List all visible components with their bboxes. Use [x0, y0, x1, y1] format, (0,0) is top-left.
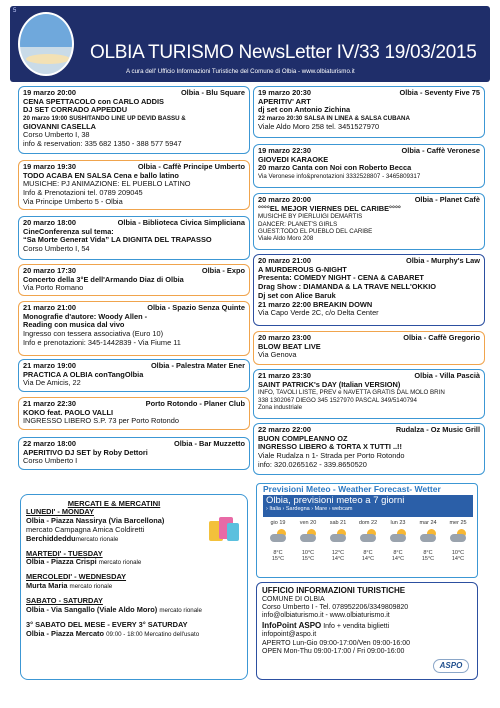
- weather-widget-bar[interactable]: Olbia, previsioni meteo a 7 giorni › Italia › Sardegna › Mare › webcam: [263, 495, 473, 517]
- weather-forecast: [256, 483, 478, 578]
- event-villa-pascia: 21 marzo 23:30 Olbia - Villa Pascià SAINT PATRICK's DAY (Italian VERSION) INFO, TAVOLI LISTE, PREV e NAVETTA GRATIS DAL MOLO BRIN 338 1302067 DIEGO 345 1527970 PASCAL 349/5140794 Zona industriale: [253, 369, 485, 419]
- partly-cloudy-icon: [298, 528, 318, 548]
- event-seventy-five: 19 marzo 20:30 Olbia - Seventy Five 75 APERITIV' ART dj set con Antonio Zichina 22 marzo 20:30 SALSA IN LINEA & SALSA CUBANA Viale Aldo Moro 258 tel. 3451527970: [253, 86, 485, 138]
- event-blu-square: 19 marzo 20:00 Olbia - Blu Square CENA SPETTACOLO con CARLO ADDIS DJ SET CORRADO APPEDDU 20 marzo 19:00 SUSHITANDO LINE UP DEVID BASSU & GIOVANNI CASELLA Corso Umberto I, 38 info & reservation: 335 682 1350 - 388 577 5947: [18, 86, 250, 154]
- page-number: 5: [13, 8, 17, 14]
- weather-day: mar 24 8°C 15°C: [419, 520, 437, 562]
- partly-cloudy-icon: [418, 528, 438, 548]
- newsletter-title: OLBIA TURISMO NewsLetter IV/33 19/03/2015: [90, 42, 477, 63]
- event-caffe-principe: 19 marzo 19:30 Olbia - Caffè Principe Umberto TODO ACABA EN SALSA Cena e ballo latino MUSICHE: PJ ANIMAZIONE: EL PUEBLO LATINO Info & Prenotazioni tel. 0789 209045 Via Principe Umberto 5 - Olbia: [18, 160, 250, 210]
- weather-day: gio 19 8°C 15°C: [263, 520, 293, 562]
- event-bar-muzzetto: 22 marzo 18:00 Olbia - Bar Muzzetto APERITIVO DJ SET by Roby Dettori Corso Umberto I: [18, 437, 250, 470]
- weather-day: ven 20 10°C 15°C: [299, 520, 317, 562]
- olbia-logo: [18, 12, 74, 76]
- event-planer-club: 21 marzo 22:30 Porto Rotondo - Planer Club KOKO feat. PAOLO VALLI INGRESSO LIBERO S.P. 73 per Porto Rotondo: [18, 397, 250, 430]
- event-palestra: 21 marzo 19:00 Olbia - Palestra Mater Ener PRACTICA A OLBIA conTangOlbia Via De Amicis, 22: [18, 359, 250, 392]
- event-oz-music-grill: 22 marzo 22:00 Rudalza - Oz Music Grill BUON COMPLEANNO OZ INGRESSO LIBERO & TORTA X TUTTI ..!! Viale Rudalza n 1- Strada per Porto Rotondo info: 320.0265162 - 339.8650520: [253, 423, 485, 475]
- markets-title: MERCATI E & MERCATINI: [67, 499, 161, 508]
- event-expo: 20 marzo 17:30 Olbia - Expo Concerto della 3°E dell'Armando Diaz di Olbia Via Porto Romano: [18, 264, 250, 296]
- event-spazio-senza-quinte: 21 marzo 21:00 Olbia - Spazio Senza Quinte Monografie d'autore: Woody Allen - Reading con musica dal vivo Ingresso con tessera associativa (Euro 10) Info e prenotazioni: 345-1442839 - Via Fiume 11: [18, 301, 250, 356]
- infopoint-email-link[interactable]: infopoint@aspo.it: [262, 631, 317, 639]
- event-planet-cafe: 20 marzo 20:00 Olbia - Planet Cafè °°°°EL MEJOR VIERNES DEL CARIBE°°°° MUSICHE BY PIERLUIGI DEMARTIS DANCER: PLANET'S GIRLS GUEST:TODO EL PUEBLO DEL CARIBE Viale Aldo Moro 208: [253, 193, 485, 250]
- weather-day: dom 22 8°C 14°C: [358, 520, 378, 562]
- partly-cloudy-icon: [328, 528, 348, 548]
- partly-cloudy-icon: [448, 528, 468, 548]
- newsletter-subtitle: A cura dell' Ufficio Informazioni Turistiche del Comune di Olbia - www.olbiaturismo.it: [126, 68, 355, 75]
- newsletter-header: [10, 6, 490, 82]
- weather-day: lun 23 8°C 14°C: [383, 520, 413, 562]
- shopping-bags-icon: [207, 511, 241, 545]
- partly-cloudy-icon: [358, 528, 378, 548]
- event-murphys-law: 20 marzo 21:00 Olbia - Murphy's Law A MURDEROUS G-NIGHT Presenta: COMEDY NIGHT - CENA & CABARET Drag Show : DIAMANDA & LA TRAVE NELL'OKKIO Dj set con Alice Baruk 21 marzo 22:00 BREAKIN DOWN Via Capo Verde 2C, c/o Delta Center: [253, 254, 485, 326]
- tourist-info-box: UFFICIO INFORMAZIONI TURISTICHE COMUNE DI OLBIA Corso Umberto I - Tel. 078952206/3349809820 info@olbiaturismo.it - www.olbiaturismo.it InfoPoint ASPO Info + vendita biglietti infopoint@aspo.it APERTO Lun-Gio 09:00-17:00/Ven 09:00-16:00 OPEN Mon-Thu 09:00-17:00 / Fri 09:00-16:00 ASPO: [256, 582, 478, 680]
- event-caffe-veronese: 19 marzo 22:30 Olbia - Caffè Veronese GIOVEDI KARAOKE 20 marzo Canta con Noi con Roberto Becca Via Veronese info&prenotazioni 3332528807 - 3465809317: [253, 144, 485, 188]
- weather-day: mer 25 10°C 14°C: [449, 520, 467, 562]
- weather-title: Previsioni Meteo - Weather Forecast- Wetter: [263, 484, 441, 494]
- aspo-logo: ASPO: [433, 659, 469, 673]
- partly-cloudy-icon: [268, 528, 288, 548]
- markets-box: MERCATI E & MERCATINI LUNEDI' - MONDAY Olbia - Piazza Nassirya (Via Barcellona) mercato Campagna Amica Coldiretti Berchiddeddumercato rionale MARTEDI' - TUESDAY Olbia - Piazza Crispi mercato rionale MERCOLEDI' - WEDNESDAY Murta Maria mercato rionale SABATO - SATURDAY Olbia - Via Sangallo (Viale Aldo Moro) mercato rionale 3° SABATO DEL MESE - EVERY 3° SATURDAY Olbia - Piazza Mercato 09:00 - 18:00 Mercatino dell'usato: [20, 494, 248, 680]
- weather-day: sab 21 12°C 14°C: [329, 520, 347, 562]
- weather-days: [263, 520, 473, 562]
- info-email-link[interactable]: info@olbiaturismo.it - www.olbiaturismo.it: [262, 612, 390, 620]
- event-biblioteca: 20 marzo 18:00 Olbia - Biblioteca Civica Simpliciana CineConferenza sul tema: “Sa Morte Generat Vida” LA DIGNITA DEL TRAPASSO Corso Umberto I, 54: [18, 216, 250, 260]
- partly-cloudy-icon: [388, 528, 408, 548]
- event-caffe-gregorio: 20 marzo 23:00 Olbia - Caffè Gregorio BLOW BEAT LIVE Via Genova: [253, 331, 485, 365]
